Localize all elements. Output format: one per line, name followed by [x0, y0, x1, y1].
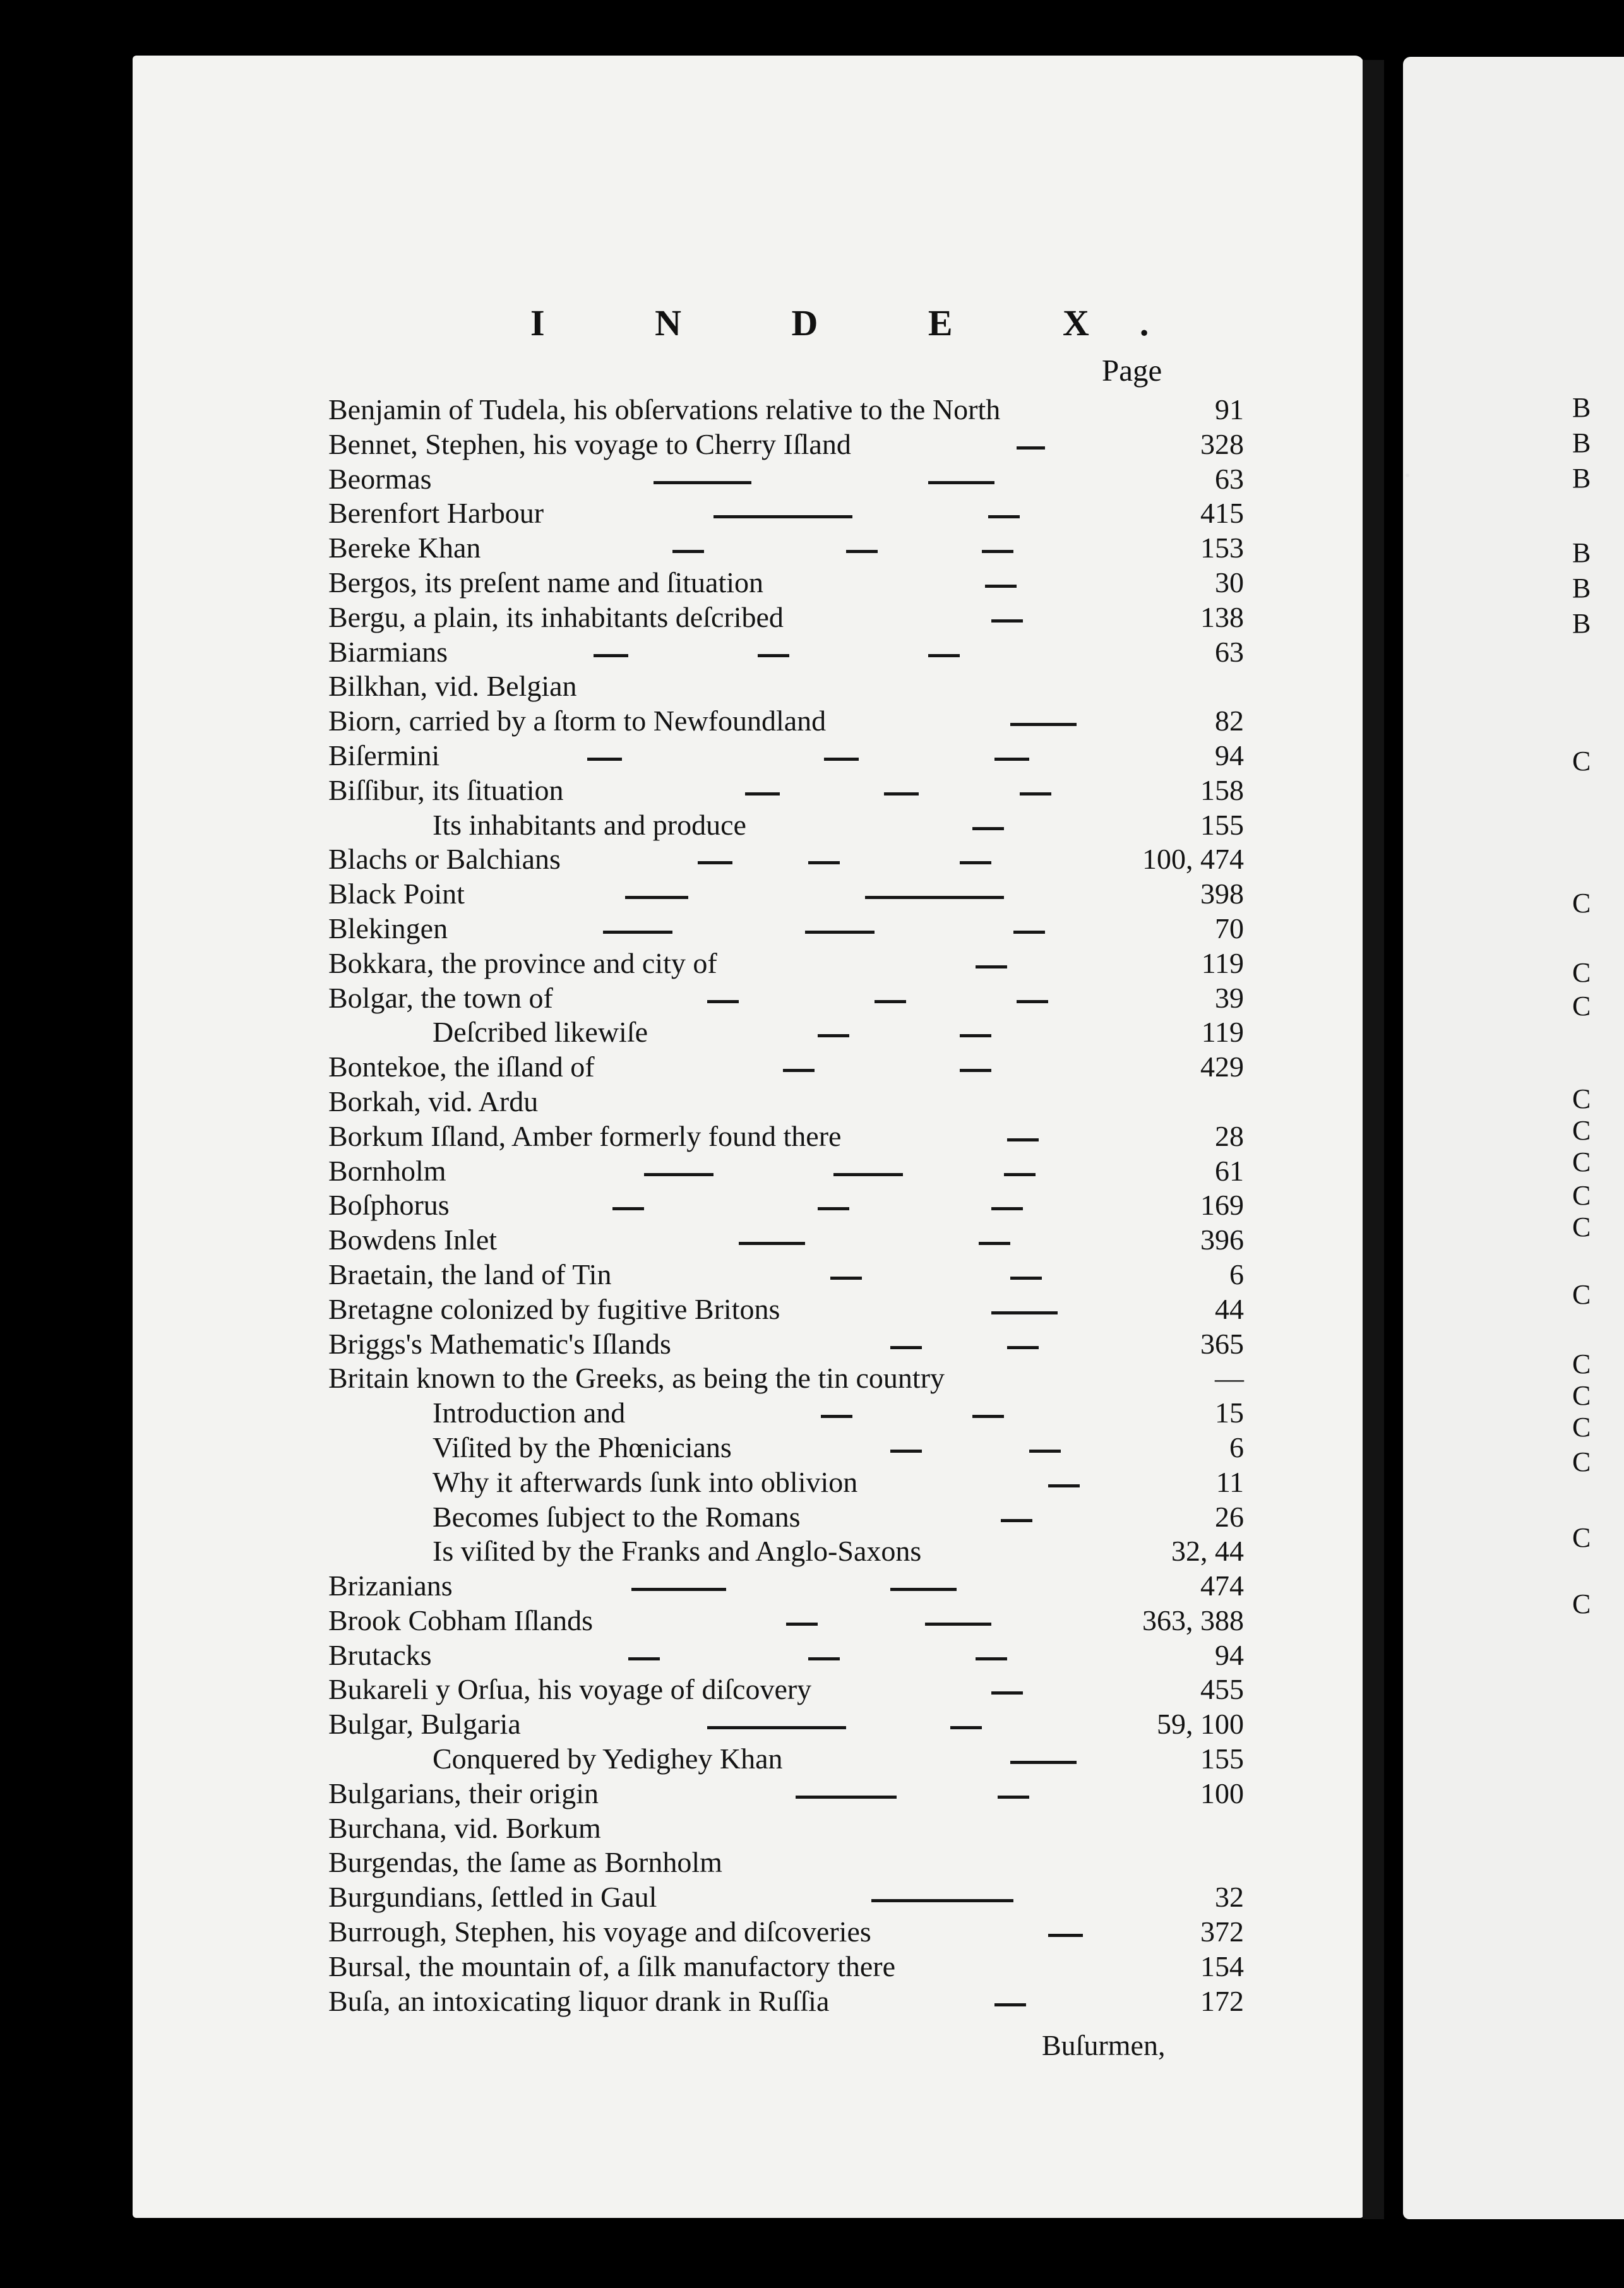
entry-text: Braetain, the land of Tin — [328, 1258, 612, 1290]
leader-dash — [631, 1588, 726, 1591]
entry-text: Benjamin of Tudela, his obſervations relative to the North — [328, 393, 1001, 426]
entry-page: 154 — [1200, 1950, 1244, 1982]
entry-page: 172 — [1200, 1984, 1244, 2017]
index-entry — [328, 1015, 1244, 1050]
entry-text: Bokkara, the province and city of — [328, 946, 717, 979]
facing-page-letter: C — [1572, 1446, 1591, 1477]
entry-page: 30 — [1215, 566, 1244, 599]
entry-text: Burgendas, the ſame as Bornholm — [328, 1846, 722, 1879]
entry-page: 363, 388 — [1142, 1604, 1244, 1636]
index-entry — [328, 427, 1244, 462]
leader-dash — [587, 758, 622, 761]
facing-page-letter: B — [1572, 608, 1591, 639]
leader-dash — [707, 1000, 739, 1003]
leader-dash — [991, 1691, 1023, 1695]
leader-dash — [846, 550, 878, 553]
leader-dash — [707, 1726, 846, 1729]
leader-dash — [950, 1726, 982, 1729]
index-entry — [328, 1950, 1244, 1984]
leader-dash — [808, 1657, 840, 1660]
leader-dash — [1010, 723, 1077, 726]
index-entry — [328, 600, 1244, 635]
facing-page-letter: C — [1572, 746, 1591, 777]
index-entry — [328, 912, 1244, 946]
index-entry — [328, 462, 1244, 497]
entry-page: 100 — [1200, 1777, 1244, 1809]
leader-dash — [972, 827, 1004, 830]
index-entry — [328, 946, 1244, 981]
entry-page: 474 — [1200, 1570, 1244, 1602]
facing-page-letter: C — [1572, 1380, 1591, 1411]
entry-page: 119 — [1201, 946, 1244, 979]
leader-dash — [991, 1311, 1058, 1314]
entry-page: 119 — [1201, 1016, 1244, 1049]
leader-dash — [805, 931, 875, 934]
entry-text: Becomes ſubject to the Romans — [433, 1500, 801, 1533]
index-entry — [328, 1569, 1244, 1604]
index-entry — [328, 1465, 1244, 1500]
entry-text: Bereke Khan — [328, 532, 481, 564]
entry-text: Berenfort Harbour — [328, 497, 544, 530]
index-entry — [328, 808, 1244, 843]
entry-text: Burgundians, ſettled in Gaul — [328, 1881, 657, 1914]
facing-page-letter: B — [1572, 427, 1591, 458]
index-entry — [328, 1604, 1244, 1638]
leader-dash — [808, 861, 840, 864]
facing-page-letter: B — [1572, 392, 1591, 423]
index-entry — [328, 1188, 1244, 1223]
entry-page: 70 — [1215, 912, 1244, 944]
entry-text: Borkah, vid. Ardu — [328, 1085, 539, 1117]
entry-text: Bowdens Inlet — [328, 1224, 498, 1256]
entry-page: 11 — [1215, 1465, 1244, 1498]
leader-dash — [818, 1034, 849, 1037]
entry-page: 6 — [1229, 1431, 1244, 1463]
leader-dash — [818, 1207, 849, 1210]
entry-page: 6 — [1229, 1258, 1244, 1290]
leader-dash — [884, 792, 919, 795]
leader-dash — [985, 585, 1017, 588]
leader-dash — [739, 1242, 805, 1245]
entry-text: Bontekoe, the iſland of — [328, 1051, 595, 1083]
entry-text: Britain known to the Greeks, as being the tin country — [328, 1362, 945, 1395]
leader-dash — [994, 758, 1029, 761]
leader-dash — [625, 896, 688, 899]
entry-text: Conquered by Yedighey Khan — [433, 1743, 783, 1775]
entry-text: Is viſited by the Franks and Anglo-Saxons — [433, 1535, 922, 1568]
entry-page: 59, 100 — [1157, 1708, 1244, 1741]
leader-dash — [698, 861, 732, 864]
index-entry — [328, 981, 1244, 1016]
index-entry — [328, 1223, 1244, 1258]
entry-text: Black Point — [328, 878, 465, 910]
entry-text: Boſphorus — [328, 1189, 450, 1222]
index-entry — [328, 842, 1244, 877]
entry-page: 94 — [1215, 1638, 1244, 1671]
page-column-label: Page — [1102, 353, 1162, 388]
entry-page: 153 — [1200, 532, 1244, 564]
index-entry — [328, 1050, 1244, 1085]
entry-page: 28 — [1215, 1119, 1244, 1152]
leader-dash — [1010, 1277, 1042, 1280]
facing-page-letter: C — [1572, 991, 1591, 1022]
leader-dash — [998, 1796, 1029, 1799]
index-entry — [328, 1361, 1244, 1396]
leader-dash — [1004, 1173, 1036, 1176]
leader-dash — [644, 1173, 713, 1176]
leader-dash — [824, 758, 859, 761]
facing-page-letter: C — [1572, 1588, 1591, 1619]
entry-text: Burrough, Stephen, his voyage and diſcoveries — [328, 1916, 871, 1948]
facing-page-letter: C — [1572, 1212, 1591, 1242]
book-gutter — [1363, 60, 1384, 2219]
entry-page: 63 — [1215, 635, 1244, 668]
entry-page: 63 — [1215, 462, 1244, 495]
leader-dash — [1001, 1519, 1032, 1522]
index-entry — [328, 669, 1244, 704]
leader-dash — [594, 654, 628, 657]
entry-page: 429 — [1200, 1051, 1244, 1083]
leader-dash — [1013, 931, 1045, 934]
leader-dash — [890, 1450, 922, 1453]
index-entry — [328, 1742, 1244, 1777]
entry-page: 396 — [1200, 1224, 1244, 1256]
entry-text: Brizanians — [328, 1570, 453, 1602]
facing-page-letter: B — [1572, 463, 1591, 494]
facing-page-letter: C — [1572, 1279, 1591, 1310]
entry-page: 15 — [1215, 1397, 1244, 1429]
leader-dash — [976, 1657, 1007, 1660]
entry-text: Biorn, carried by a ſtorm to Newfoundland — [328, 705, 827, 737]
leader-dash — [603, 931, 672, 934]
entry-text: Deſcribed likewiſe — [433, 1016, 648, 1049]
index-entry — [328, 1396, 1244, 1431]
entry-text: Buſa, an intoxicating liquor drank in Ruſſia — [328, 1984, 830, 2017]
index-entry — [328, 1534, 1244, 1569]
index-entry — [328, 1811, 1244, 1846]
entry-text: Bulgar, Bulgaria — [328, 1708, 521, 1741]
entry-page: — — [1215, 1362, 1244, 1395]
index-entry — [328, 1292, 1244, 1327]
index-entry — [328, 1915, 1244, 1950]
index-entry — [328, 1984, 1244, 2019]
entry-text: Introduction and — [433, 1397, 626, 1429]
entry-text: Why it afterwards ſunk into oblivion — [433, 1465, 858, 1498]
leader-dash — [833, 1173, 903, 1176]
entry-text: Viſited by the Phœnicians — [433, 1431, 732, 1463]
entry-text: Bulgarians, their origin — [328, 1777, 599, 1809]
entry-text: Bornholm — [328, 1154, 446, 1187]
leader-dash — [972, 1415, 1004, 1418]
leader-dash — [786, 1623, 818, 1626]
entry-text: Briggs's Mathematic's Iſlands — [328, 1327, 671, 1360]
leader-dash — [960, 1069, 991, 1072]
leader-dash — [745, 792, 780, 795]
leader-dash — [821, 1415, 852, 1418]
index-entry — [328, 393, 1244, 427]
entry-text: Blekingen — [328, 912, 448, 944]
index-entry — [328, 566, 1244, 600]
leader-dash — [976, 965, 1007, 968]
leader-dash — [982, 550, 1013, 553]
entry-text: Blachs or Balchians — [328, 843, 561, 876]
entry-page: 455 — [1200, 1673, 1244, 1706]
leader-dash — [871, 1899, 1013, 1902]
entry-text: Bukareli y Orſua, his voyage of diſcovery — [328, 1673, 812, 1706]
index-entry — [328, 531, 1244, 566]
leader-dash — [1048, 1484, 1080, 1487]
leader-dash — [1010, 1761, 1077, 1764]
entry-page: 26 — [1215, 1500, 1244, 1533]
facing-page-letter: C — [1572, 1115, 1591, 1146]
facing-page-letter: B — [1572, 573, 1591, 604]
leader-dash — [830, 1277, 862, 1280]
entry-page: 158 — [1200, 773, 1244, 806]
leader-dash — [1007, 1138, 1039, 1141]
facing-page-letter: C — [1572, 1412, 1591, 1443]
entry-page: 32, 44 — [1171, 1535, 1244, 1568]
index-entry — [328, 1638, 1244, 1673]
entry-text: Bilkhan, vid. Belgian — [328, 670, 577, 703]
leader-dash — [925, 1623, 991, 1626]
leader-dash — [628, 1657, 660, 1660]
entry-text: Biarmians — [328, 635, 448, 668]
entry-text: Bergu, a plain, its inhabitants deſcribed — [328, 600, 784, 633]
index-entry — [328, 1431, 1244, 1465]
facing-page-letter: C — [1572, 888, 1591, 919]
entry-text: Burchana, vid. Borkum — [328, 1811, 601, 1844]
entry-page: 82 — [1215, 705, 1244, 737]
catchword: Buſurmen, — [1042, 2029, 1166, 2061]
facing-page-letter: C — [1572, 1180, 1591, 1211]
index-entry — [328, 1085, 1244, 1119]
index-entry — [328, 1845, 1244, 1880]
leader-dash — [783, 1069, 815, 1072]
index-entries — [328, 393, 1244, 2018]
index-entry — [328, 877, 1244, 912]
entry-page: 91 — [1215, 393, 1244, 426]
leader-dash — [928, 654, 960, 657]
entry-text: Bolgar, the town of — [328, 981, 553, 1014]
leader-dash — [713, 515, 852, 518]
index-entry — [328, 1777, 1244, 1811]
index-entry — [328, 739, 1244, 773]
index-entry — [328, 1119, 1244, 1154]
leader-dash — [979, 1242, 1010, 1245]
leader-dash — [612, 1207, 644, 1210]
facing-page-letter: C — [1572, 1349, 1591, 1379]
entry-page: 61 — [1215, 1154, 1244, 1187]
book-page-right — [1403, 57, 1624, 2219]
entry-page: 155 — [1200, 1743, 1244, 1775]
leader-dash — [960, 1034, 991, 1037]
index-entry — [328, 1327, 1244, 1362]
leader-dash — [1017, 446, 1045, 450]
entry-text: Beormas — [328, 462, 432, 495]
leader-dash — [991, 619, 1023, 623]
leader-dash — [960, 861, 991, 864]
facing-page-letter: C — [1572, 1147, 1591, 1177]
entry-page: 398 — [1200, 878, 1244, 910]
entry-page: 138 — [1200, 600, 1244, 633]
leader-dash — [672, 550, 704, 553]
index-entry — [328, 635, 1244, 670]
index-heading: I N D E X. — [530, 302, 1200, 343]
entry-text: Brutacks — [328, 1638, 432, 1671]
entry-text: Bursal, the mountain of, a ſilk manufactory there — [328, 1950, 896, 1982]
index-entry — [328, 1707, 1244, 1742]
entry-text: Bennet, Stephen, his voyage to Cherry Iſland — [328, 427, 851, 460]
entry-page: 39 — [1215, 981, 1244, 1014]
leader-dash — [1017, 1000, 1048, 1003]
leader-dash — [988, 515, 1020, 518]
leader-dash — [1048, 1934, 1083, 1937]
facing-page-letter: C — [1572, 1522, 1591, 1553]
leader-dash — [928, 481, 994, 484]
entry-page: 415 — [1200, 497, 1244, 530]
index-entry — [328, 1500, 1244, 1535]
index-entry — [328, 1880, 1244, 1915]
entry-text: Biſermini — [328, 739, 440, 772]
entry-page: 32 — [1215, 1881, 1244, 1914]
leader-dash — [890, 1588, 957, 1591]
entry-page: 100, 474 — [1142, 843, 1244, 876]
entry-text: Bergos, its preſent name and ſituation — [328, 566, 764, 599]
leader-dash — [994, 2003, 1026, 2006]
index-entry — [328, 496, 1244, 531]
leader-dash — [865, 896, 1004, 899]
entry-page: 328 — [1200, 427, 1244, 460]
leader-dash — [1007, 1346, 1039, 1349]
entry-page: 44 — [1215, 1292, 1244, 1325]
index-entry — [328, 704, 1244, 739]
facing-page-letter: C — [1572, 957, 1591, 988]
entry-text: Bretagne colonized by fugitive Britons — [328, 1292, 780, 1325]
entry-text: Brook Cobham Iſlands — [328, 1604, 594, 1636]
entry-text: Its inhabitants and produce — [433, 808, 746, 841]
leader-dash — [758, 654, 789, 657]
leader-dash — [796, 1796, 897, 1799]
index-entry — [328, 1154, 1244, 1189]
leader-dash — [875, 1000, 906, 1003]
index-entry — [328, 1672, 1244, 1707]
index-entry — [328, 1258, 1244, 1292]
leader-dash — [1020, 792, 1051, 795]
facing-page-letter: C — [1572, 1083, 1591, 1114]
entry-page: 155 — [1200, 808, 1244, 841]
entry-text: Borkum Iſland, Amber formerly found there — [328, 1119, 842, 1152]
entry-page: 372 — [1200, 1916, 1244, 1948]
entry-page: 169 — [1200, 1189, 1244, 1222]
facing-page-letter: B — [1572, 537, 1591, 568]
leader-dash — [654, 481, 751, 484]
leader-dash — [890, 1346, 922, 1349]
entry-page: 94 — [1215, 739, 1244, 772]
index-entry — [328, 773, 1244, 808]
leader-dash — [991, 1207, 1023, 1210]
entry-page: 365 — [1200, 1327, 1244, 1360]
leader-dash — [1029, 1450, 1061, 1453]
entry-text: Biſſibur, its ſituation — [328, 773, 564, 806]
